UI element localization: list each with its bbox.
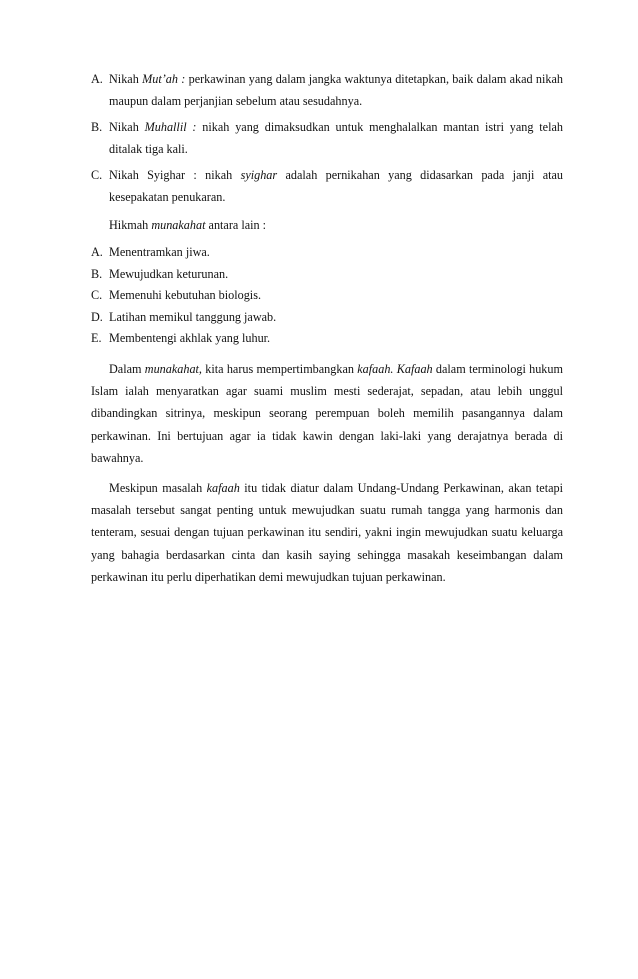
list-letter: A. bbox=[91, 72, 103, 86]
list-item: D. Latihan memikul tanggung jawab. bbox=[91, 309, 277, 324]
definition-text: Nikah Syighar : nikah syighar adalah pernikahan yang didasarkan pada janji atau kesepakatan penukaran. bbox=[109, 168, 563, 204]
definition-item-muhallil bbox=[91, 116, 563, 160]
list-letter: B. bbox=[91, 120, 103, 134]
definition-item-syighar bbox=[91, 164, 563, 208]
list-item: B. Mewujudkan keturunan. bbox=[91, 266, 229, 281]
definition-text: Nikah Muhallil : nikah yang dimaksudkan untuk menghalalkan mantan istri yang telah ditalak tiga kali. bbox=[109, 120, 563, 156]
list-item: A. Menentramkan jiwa. bbox=[91, 245, 210, 259]
list-item: E. Membentengi akhlak yang luhur. bbox=[91, 331, 271, 346]
document-page bbox=[91, 68, 563, 588]
kafaah-paragraph: Dalam munakahat, kita harus mempertimbangkan kafaah. Kafaah dalam terminologi hukum Islam ialah menyaratkan agar suami muslim mesti sederajat, sepadan, atau lebih unggul dibandingkan sitrinya, meskipun seorang perempuan boleh memilih pasangannya dalam perkawinan. Ini bertujuan agar ia tidak kawin dengan laki-laki yang derajatnya berada di bawahnya. bbox=[91, 361, 563, 465]
hikmah-list bbox=[91, 242, 563, 350]
hikmah-intro: Hikmah munakahat antara lain : bbox=[109, 218, 267, 232]
list-letter: C. bbox=[91, 168, 103, 182]
definition-text: Nikah Mut’ah : perkawinan yang dalam jangka waktunya ditetapkan, baik dalam akad nikah maupun dalam perjanjian sebelum atau sesudahnya. bbox=[109, 72, 564, 108]
definition-item-mutah bbox=[91, 68, 563, 112]
list-item: C. Memenuhi kebutuhan biologis. bbox=[91, 288, 261, 303]
kafaah-law-paragraph: Meskipun masalah kafaah itu tidak diatur dalam Undang-Undang Perkawinan, akan tetapi masalah tersebut sangat penting untuk mewujudkan suatu rumah tangga yang harmonis dan tenteram, sesuai dengan tujuan perkawinan itu sendiri, yakni ingin mewujudkan suatu keluarga yang bahagia berdasarkan cinta dan kasih saying sehingga masakah keseimbangan dalam perkawinan itu perlu diperhatikan demi mewujudkan tujuan perkawinan. bbox=[91, 480, 563, 584]
